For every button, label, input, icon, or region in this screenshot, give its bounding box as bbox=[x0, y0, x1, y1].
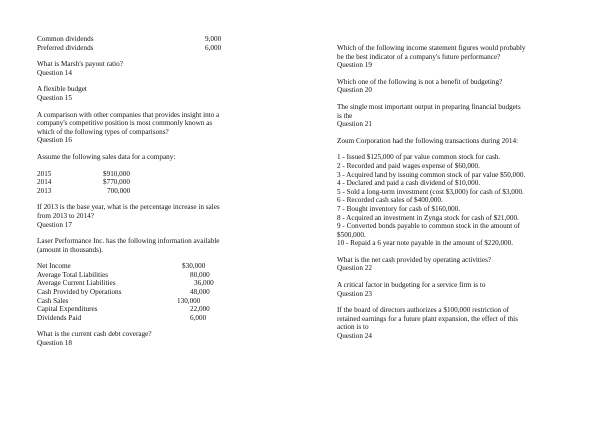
transaction-line: 9 - Converted bonds payable to common stock in the amount of bbox=[337, 222, 521, 231]
laser-label: Average Current Liabilities bbox=[37, 279, 116, 288]
common-dividends-row bbox=[37, 35, 307, 44]
row-label: Common dividends bbox=[37, 35, 94, 43]
row-value: 6,000 bbox=[205, 43, 222, 52]
question-24-line: If the board of directors authorizes a $100,000 restriction of bbox=[337, 306, 510, 315]
question-15-label: Question 15 bbox=[37, 93, 72, 102]
laser-value: 48,000 bbox=[190, 288, 210, 297]
transaction-line: 2 - Recorded and paid wages expense of $60,000. bbox=[337, 161, 480, 170]
question-22-prompt: What is the net cash provided by operating activities? bbox=[337, 255, 492, 264]
sales-value: $910,000 bbox=[103, 169, 130, 178]
laser-label: Cash Sales bbox=[37, 296, 69, 305]
sales-value: $770,000 bbox=[103, 178, 130, 187]
question-15-prompt: A flexible budget bbox=[37, 85, 87, 94]
laser-row bbox=[37, 297, 307, 306]
sales-year: 2015 bbox=[37, 169, 52, 178]
row-label: Preferred dividends bbox=[37, 43, 94, 52]
laser-value: 80,000 bbox=[190, 270, 210, 279]
question-18-prompt: What is the current cash debt coverage? bbox=[37, 330, 152, 339]
sales-row bbox=[37, 170, 307, 179]
question-14-prompt: What is Marsh's payout ratio? bbox=[37, 60, 123, 69]
question-16-line: which of the following types of comparisons? bbox=[37, 127, 169, 136]
transaction-line: 5 - Sold a long-term investment (cost $3,000) for cash of $3,000. bbox=[337, 187, 524, 196]
transaction-line: 8 - Acquired an investment in Zynga stock for cash of $21,000. bbox=[337, 213, 519, 222]
laser-value: 36,000 bbox=[194, 279, 214, 288]
sales-row bbox=[37, 187, 307, 196]
question-24-label: Question 24 bbox=[337, 332, 372, 341]
question-14-label: Question 14 bbox=[37, 68, 72, 77]
laser-intro-line: Laser Performance Inc. has the following information available bbox=[37, 237, 220, 246]
transaction-line: 10 - Repaid a 6 year note payable in the amount of $220,000. bbox=[337, 239, 514, 248]
question-17-line: from 2013 to 2014? bbox=[37, 211, 94, 220]
question-22-label: Question 22 bbox=[337, 264, 372, 273]
row-value: 9,000 bbox=[205, 35, 222, 43]
transaction-line: 3 - Acquired land by issuing common stock of par value $50,000. bbox=[337, 170, 526, 179]
laser-row bbox=[37, 271, 307, 280]
sales-year: 2013 bbox=[37, 186, 52, 195]
question-20-label: Question 20 bbox=[337, 86, 372, 95]
question-24-line: retained earnings for a future plant expansion, the effect of this bbox=[337, 314, 518, 323]
laser-label: Cash Provided by Operations bbox=[37, 288, 122, 297]
question-21-label: Question 21 bbox=[337, 120, 372, 129]
transaction-line: 1 - Issued $125,000 of par value common stock for cash. bbox=[337, 153, 501, 162]
laser-row bbox=[37, 262, 307, 271]
laser-row bbox=[37, 314, 307, 323]
question-19-line: Which of the following income statement figures would probably bbox=[337, 44, 526, 52]
question-16-label: Question 16 bbox=[37, 136, 72, 145]
laser-label: Capital Expenditures bbox=[37, 305, 98, 314]
question-23-label: Question 23 bbox=[337, 289, 372, 298]
transaction-line: 7 - Bought inventory for cash of $160,000. bbox=[337, 204, 461, 213]
question-21-line: The single most important output in preparing financial budgets bbox=[337, 102, 521, 111]
transaction-line: 6 - Recorded cash sales of $400,000. bbox=[337, 196, 443, 205]
laser-value: 130,000 bbox=[177, 296, 201, 305]
question-21-line: is the bbox=[337, 111, 353, 120]
question-17-label: Question 17 bbox=[37, 220, 72, 229]
question-24-line: action is to bbox=[337, 323, 369, 332]
question-19-label: Question 19 bbox=[337, 61, 372, 70]
laser-label: Average Total Liabilities bbox=[37, 270, 109, 279]
question-19-line: be the best indicator of a company's future performance? bbox=[337, 52, 501, 61]
laser-label: Dividends Paid bbox=[37, 313, 82, 322]
question-23-prompt: A critical factor in budgeting for a service firm is to bbox=[337, 281, 486, 290]
question-17-line: If 2013 is the base year, what is the percentage increase in sales bbox=[37, 203, 220, 212]
transaction-line: 4 - Declared and paid a cash dividend of $10,000. bbox=[337, 179, 481, 188]
right-column bbox=[337, 44, 569, 341]
preferred-dividends-row bbox=[37, 44, 307, 53]
question-16-line: company's competitive position is most commonly known as bbox=[37, 119, 213, 128]
laser-value: $30,000 bbox=[182, 262, 206, 271]
laser-value: 6,000 bbox=[190, 313, 207, 322]
laser-row bbox=[37, 288, 307, 297]
sales-year: 2014 bbox=[37, 178, 52, 187]
transaction-line: $500,000. bbox=[337, 230, 366, 239]
question-20-prompt: Which one of the following is not a benefit of budgeting? bbox=[337, 77, 503, 86]
laser-row bbox=[37, 305, 307, 314]
question-18-label: Question 18 bbox=[37, 339, 72, 348]
zoum-intro: Zoum Corporation had the following transactions during 2014: bbox=[337, 136, 519, 145]
sales-intro: Assume the following sales data for a company: bbox=[37, 152, 176, 161]
left-column bbox=[37, 35, 307, 348]
laser-value: 22,000 bbox=[190, 305, 210, 314]
laser-intro-line: (amount in thousands). bbox=[37, 245, 104, 254]
sales-value: 700,000 bbox=[107, 186, 131, 195]
laser-label: Net Income bbox=[37, 262, 71, 271]
laser-row bbox=[37, 279, 307, 288]
sales-row bbox=[37, 178, 307, 187]
question-16-line: A comparison with other companies that provides insight into a bbox=[37, 110, 220, 119]
